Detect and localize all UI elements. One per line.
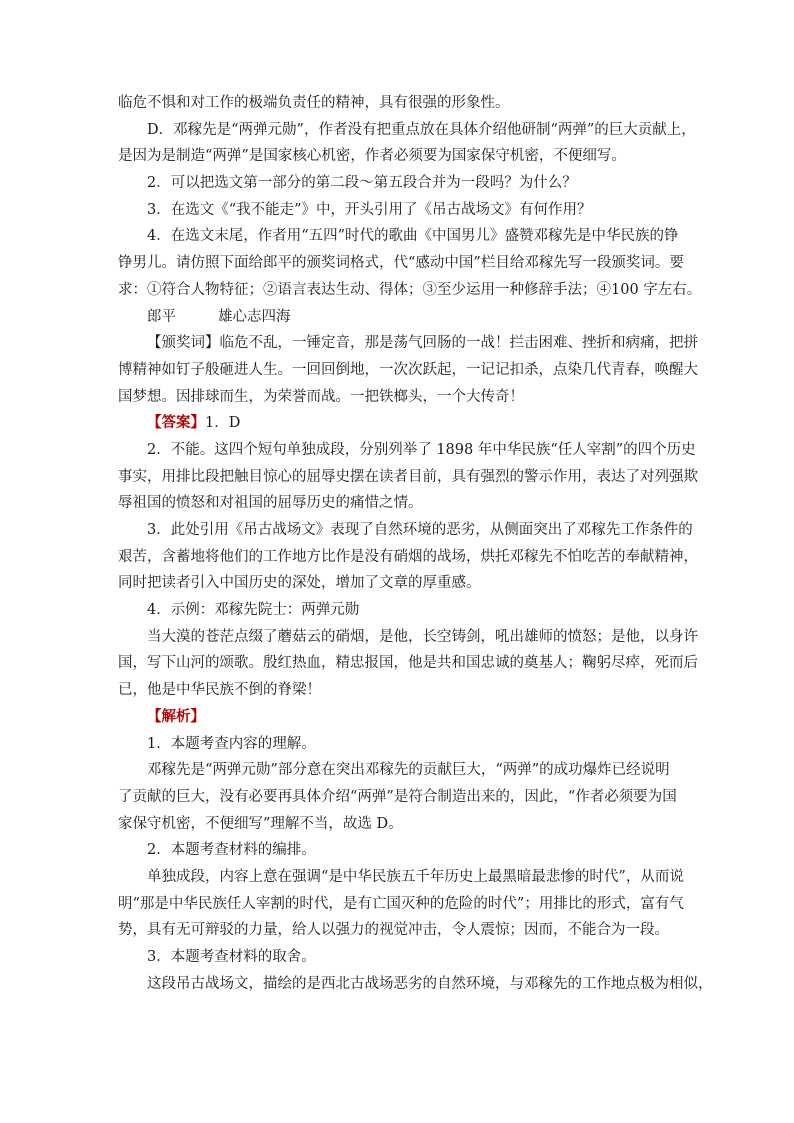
line-text: 国，写下山河的颂歌。殷红热血，精忠报国，他是共和国忠诚的奠基人；鞠躬尽瘁，死而后 bbox=[118, 655, 698, 672]
line-text: 家保守机密，不便细写”理解不当，故选 D。 bbox=[118, 815, 403, 832]
text-line bbox=[118, 330, 698, 357]
line-text: 4．示例：邓稼先院士：两弹元勋 bbox=[147, 602, 360, 619]
line-text: 求：①符合人物特征；②语言表达生动、得体；③至少运用一种修辞手法；④100 字左右。 bbox=[118, 281, 702, 298]
text-line bbox=[118, 650, 698, 677]
text-line bbox=[118, 544, 698, 571]
section-label: 【解析】 bbox=[147, 707, 205, 725]
section-label: 【答案】 bbox=[147, 414, 205, 432]
text-line bbox=[118, 597, 678, 624]
awardee-motto: 雄心志四海 bbox=[218, 308, 291, 325]
line-text: 了贡献的巨大，没有必要再具体介绍“两弹”是符合制造出来的，因此，“作者必须要为国 bbox=[118, 788, 677, 805]
line-text: 3．此处引用《吊古战场文》表现了自然环境的恶劣，从侧面突出了邓稼先工作条件的 bbox=[147, 522, 693, 538]
line-text: 3．在选文《“我不能走”》中，开头引用了《吊古战场文》有何作用？ bbox=[147, 201, 592, 218]
text-line bbox=[118, 437, 696, 464]
text-line bbox=[118, 277, 702, 304]
text-line bbox=[118, 864, 684, 891]
line-text: 国梦想。因排球而生，为荣誉而战。一把铁榔头，一个大传奇！ bbox=[118, 388, 524, 405]
line-text: 势，具有无可辩驳的力量，给人以强力的视觉冲击，令人震惊；因而，不能合为一段。 bbox=[118, 922, 669, 939]
text-line bbox=[118, 197, 678, 224]
line-text: 邓稼先是“两弹元勋”部分意在突出邓稼先的贡献巨大，“两弹”的成功爆炸已经说明 bbox=[147, 762, 670, 779]
line-text: 临危不惧和对工作的极端负责任的精神，具有很强的形象性。 bbox=[118, 95, 510, 111]
line-text: 博精神如钉子般砸进人生。一回回倒地，一次次跃起，一记记扣杀，点染几代青春，唤醒大 bbox=[118, 361, 698, 378]
line-text: 单独成段，内容上意在强调“是中华民族五千年历史上最黑暗最悲惨的时代”，从而说 bbox=[147, 868, 684, 885]
line-text: 辱祖国的愤怒和对祖国的屈辱历史的痛惜之情。 bbox=[118, 495, 423, 512]
line-text: 【颁奖词】临危不乱，一锤定音，那是荡气回肠的一战！拦击困难、挫折和病痛，把拼 bbox=[147, 335, 698, 352]
text-line bbox=[118, 304, 678, 331]
line-text: 是因为是制造“两弹”是国家核心机密，作者必须要为国家保守机密，不便细写。 bbox=[118, 148, 626, 165]
text-line bbox=[118, 891, 684, 918]
text-line bbox=[118, 677, 678, 704]
text-line bbox=[118, 811, 678, 838]
line-text: 艰苦，含蓄地将他们的工作地方比作是没有硝烟的战场，烘托邓稼先不怕吃苦的奉献精神， bbox=[118, 548, 698, 565]
line-text: 明“那是中华民族任人宰割的时代，是有亡国灭种的危险的时代”；用排比的形式，富有气 bbox=[118, 895, 684, 912]
text-line bbox=[118, 570, 678, 597]
text-line bbox=[118, 490, 678, 517]
text-line bbox=[118, 223, 678, 250]
line-text: D．邓稼先是“两弹元勋”，作者没有把重点放在具体介绍他研制“两弹”的巨大贡献上， bbox=[147, 121, 696, 138]
text-line bbox=[118, 143, 678, 170]
text-line bbox=[118, 731, 678, 758]
line-text: 1．D bbox=[205, 415, 241, 432]
text-line bbox=[118, 90, 678, 117]
text-line bbox=[118, 837, 678, 864]
text-line bbox=[118, 384, 678, 411]
text-line bbox=[118, 784, 678, 811]
line-text: 当大漠的苍茫点缀了蘑菇云的硝烟，是他，长空铸剑，吼出雄师的愤怒；是他，以身许 bbox=[147, 628, 698, 645]
line-text: 事实，用排比段把触目惊心的屈辱史摆在读者目前，具有强烈的警示作用，表达了对列强欺 bbox=[118, 468, 698, 485]
text-line bbox=[118, 971, 713, 998]
awardee-name: 郎平 bbox=[147, 308, 176, 325]
text-line bbox=[118, 357, 698, 384]
text-line bbox=[118, 757, 678, 784]
text-line bbox=[118, 944, 678, 971]
line-text: 2．不能。这四个短句单独成段，分别列举了 1898 年中华民族“任人宰割”的四个历史 bbox=[147, 441, 696, 458]
line-text: 已，他是中华民族不倒的脊梁！ bbox=[118, 682, 321, 699]
line-text: 铮男儿。请仿照下面给郎平的颁奖词格式，代“感动中国”栏目给邓稼先写一段颁奖词。要 bbox=[118, 255, 684, 272]
text-line bbox=[118, 517, 693, 544]
line-text: 2．本题考查材料的编排。 bbox=[147, 842, 316, 859]
line-text: 同时把读者引入中国历史的深处，增加了文章的厚重感。 bbox=[118, 575, 481, 592]
text-line bbox=[118, 464, 698, 491]
text-line bbox=[118, 704, 678, 731]
document-page bbox=[118, 90, 713, 997]
line-text: 3．本题考查材料的取舍。 bbox=[147, 949, 316, 965]
line-text: 1．本题考查内容的理解。 bbox=[147, 735, 316, 752]
text-line bbox=[118, 410, 678, 437]
line-text: 这段吊古战场文，描绘的是西北古战场恶劣的自然环境，与邓稼先的工作地点极为相似， bbox=[147, 975, 713, 992]
line-text: 4．在选文末尾，作者用“五四”时代的歌曲《中国男儿》盛赞邓稼先是中华民族的铮 bbox=[147, 228, 679, 245]
document-body bbox=[118, 90, 713, 997]
text-line bbox=[118, 624, 698, 651]
text-line bbox=[118, 250, 684, 277]
line-text: 2．可以把选文第一部分的第二段～第五段合并为一段吗？为什么？ bbox=[147, 175, 577, 192]
text-line bbox=[118, 170, 678, 197]
text-line bbox=[118, 117, 696, 144]
text-line bbox=[118, 917, 678, 944]
